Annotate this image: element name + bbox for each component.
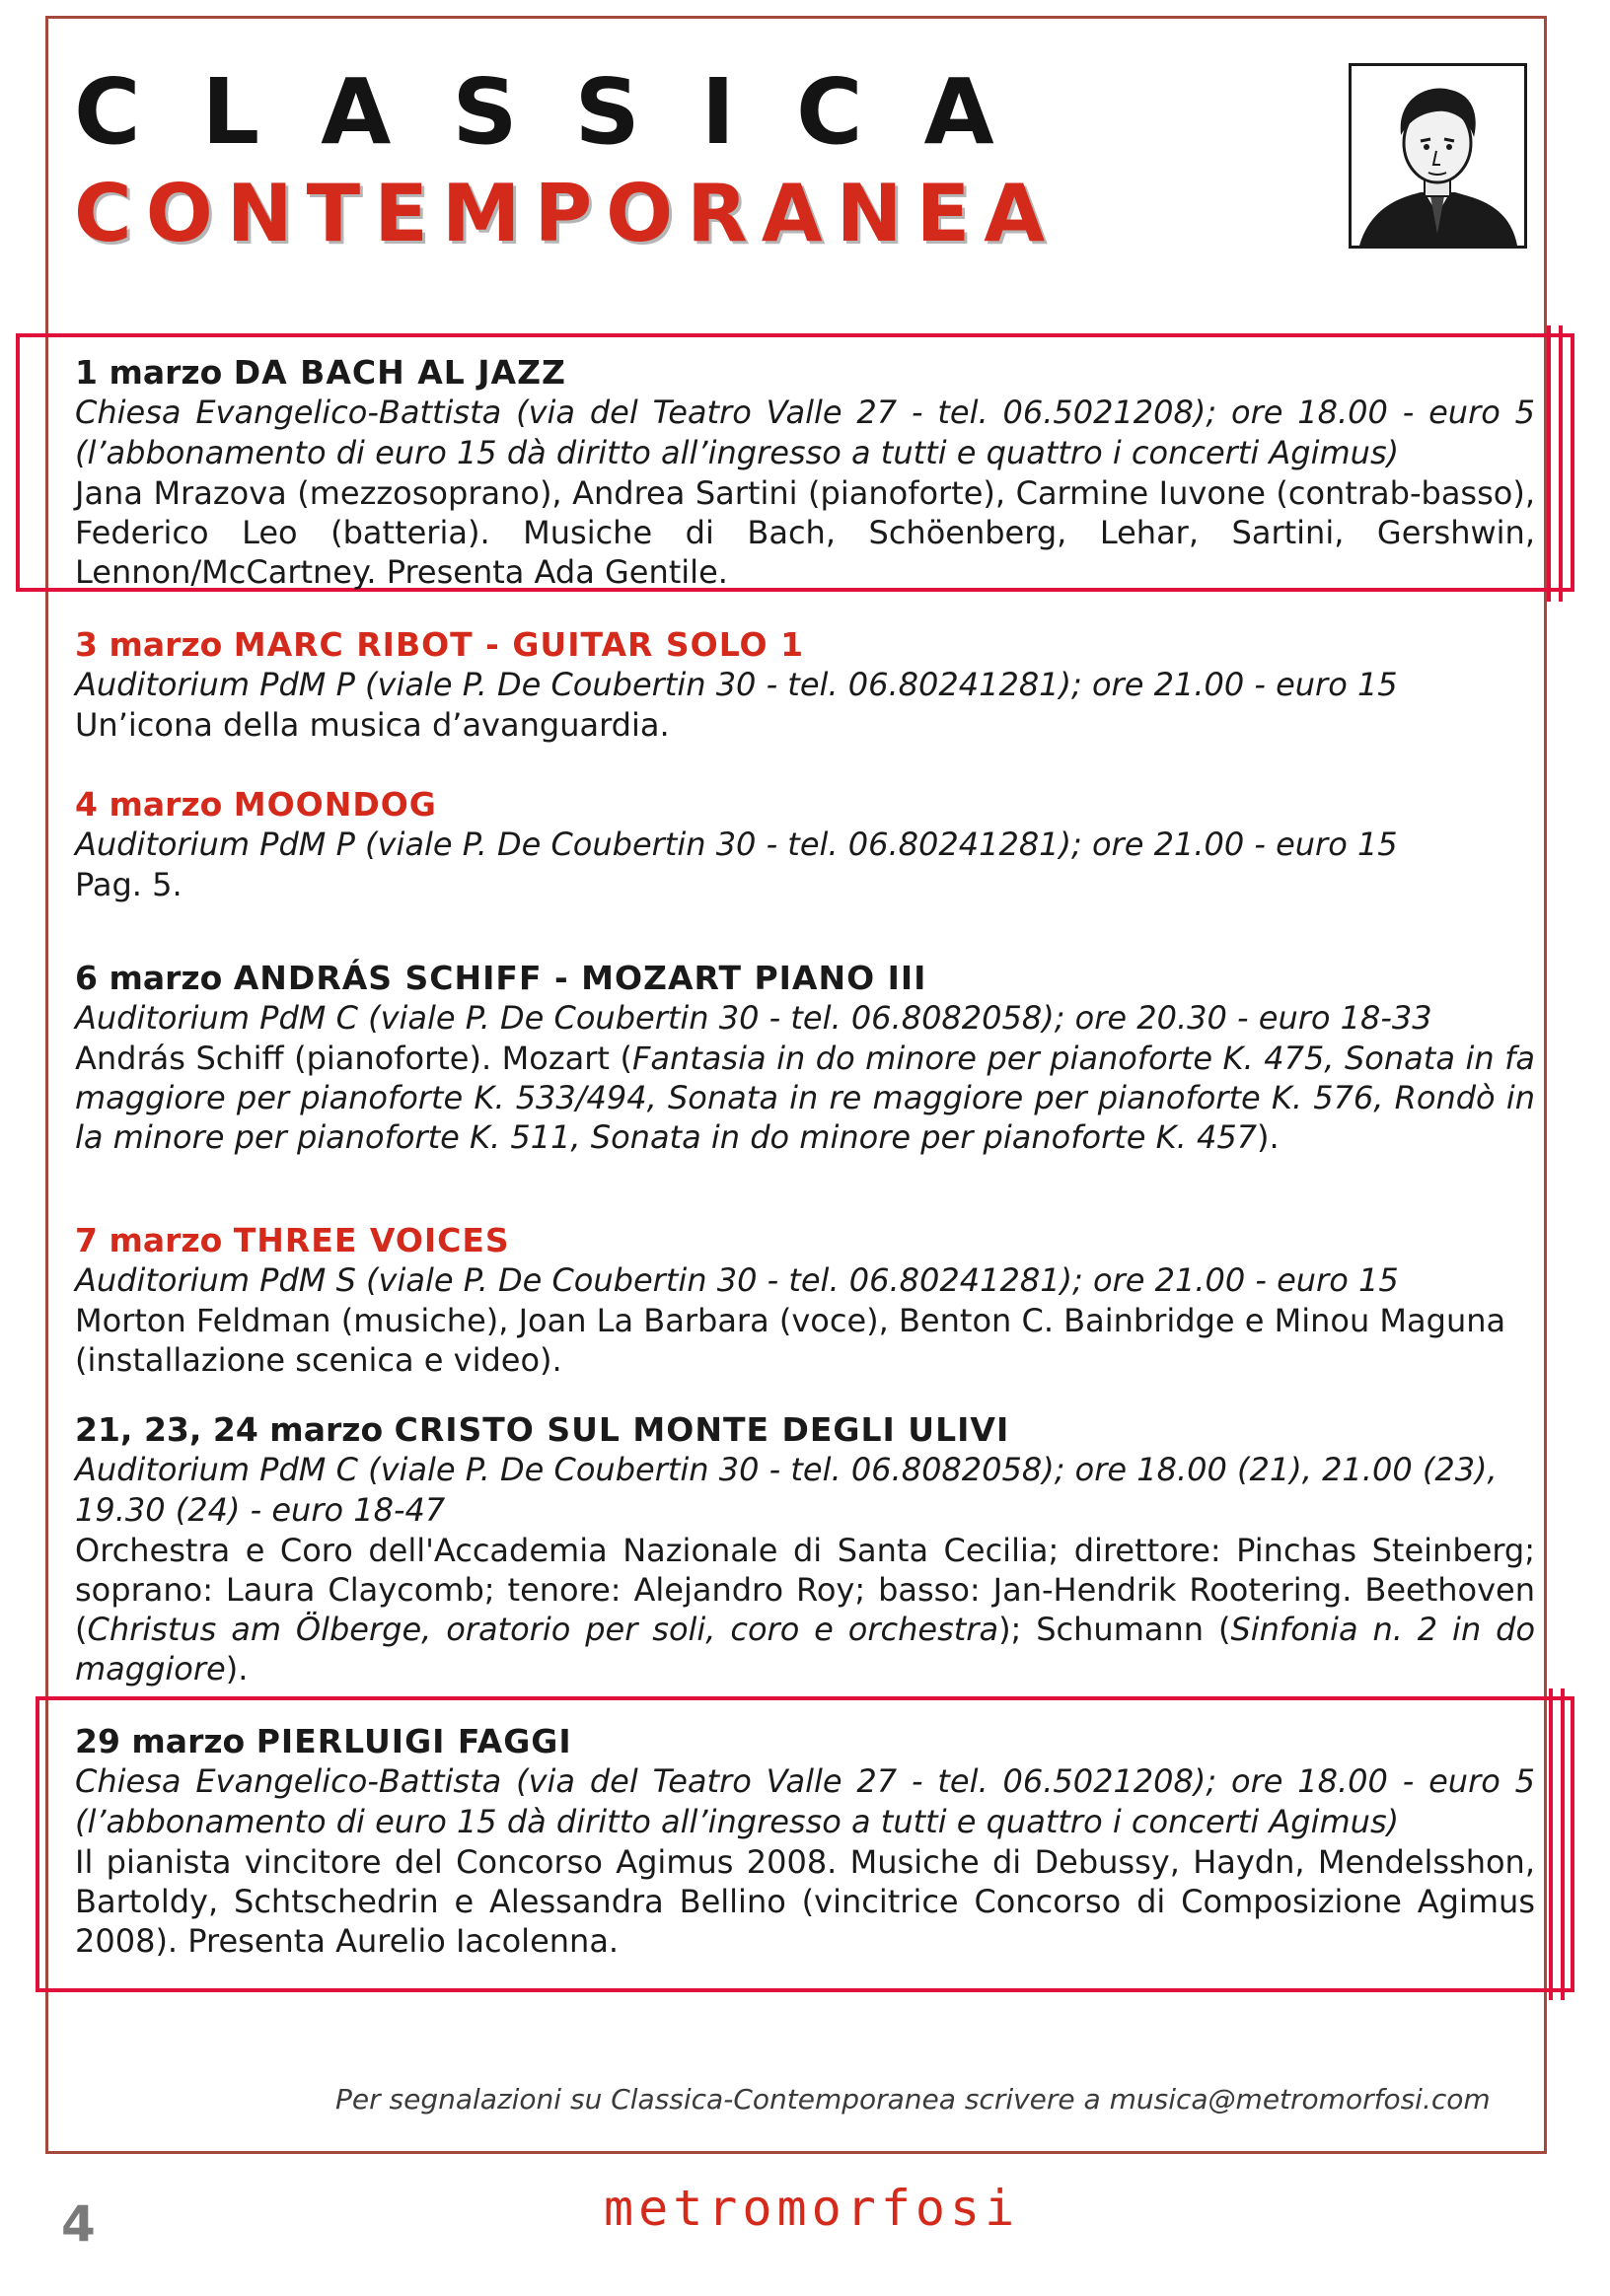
event-entry [75, 959, 1535, 1157]
event-date: 7 marzo [75, 1221, 223, 1259]
event-name: ANDRÁS SCHIFF - MOZART PIANO III [233, 959, 927, 997]
magazine-brand: metromorfosi [604, 2180, 1020, 2237]
event-description: Il pianista vincitore del Concorso Agimus 2008. Musiche di Debussy, Haydn, Mendelsshon, Bartoldy, Schtschedrin e Alessandra Bellino (vincitrice Concorso di Composizione Agimus 2008). Presenta Aurelio Iacolenna. [75, 1843, 1535, 1960]
event-title [75, 785, 1535, 825]
event-name: PIERLUIGI FAGGI [256, 1722, 572, 1760]
event-venue: Auditorium PdM C (viale P. De Coubertin 30 - tel. 06.8082058); ore 20.30 - euro 18-33 [75, 999, 1432, 1037]
event-date: 21, 23, 24 marzo [75, 1410, 384, 1449]
event-title [75, 1221, 1535, 1260]
event-entry [75, 625, 1535, 745]
page-subtitle: CONTEMPORANEA [74, 168, 1060, 259]
event-title [75, 1410, 1535, 1450]
author-portrait-illustration [1349, 63, 1527, 249]
event-name: MOONDOG [233, 785, 437, 824]
page-number: 4 [61, 2195, 96, 2253]
event-title [75, 625, 1535, 665]
event-entry [75, 353, 1535, 592]
submission-note: Per segnalazioni su Classica-Contemporanea scrivere a musica@metromorfosi.com [335, 2083, 1491, 2116]
event-description: Jana Mrazova (mezzosoprano), Andrea Sartini (pianoforte), Carmine Iuvone (contrab-basso), Federico Leo (batteria). Musiche di Bach, Schöenberg, Lehar, Sartini, Gershwin, Lennon/McCartney. Presenta Ada Gentile. [75, 474, 1535, 591]
event-name: DA BACH AL JAZZ [233, 353, 566, 392]
portrait-icon [1352, 66, 1524, 246]
page-title: CLASSICA [74, 59, 1056, 165]
event-date: 3 marzo [75, 625, 223, 664]
event-description-text: András Schiff (pianoforte). Mozart ( [75, 1040, 632, 1077]
event-venue: Auditorium PdM P (viale P. De Coubertin 30 - tel. 06.80241281); ore 21.00 - euro 15 [75, 825, 1398, 863]
event-venue: Auditorium PdM C (viale P. De Coubertin 30 - tel. 06.8082058); ore 18.00 (21), 21.00 (23), 19.30 (24) - euro 18-47 [75, 1451, 1498, 1529]
event-venue: Chiesa Evangelico-Battista (via del Teatro Valle 27 - tel. 06.5021208); ore 18.00 - euro 5 (l’abbonamento di euro 15 dà diritto all’ingresso a tutti e quattro i concerti Agimus) [75, 1762, 1535, 1840]
event-name: MARC RIBOT - GUITAR SOLO 1 [233, 625, 805, 664]
event-date: 4 marzo [75, 785, 223, 824]
event-program-work: Sinfonia n. 2 in do maggiore [75, 1611, 1536, 1687]
event-date: 29 marzo [75, 1722, 246, 1760]
event-description: Morton Feldman (musiche), Joan La Barbara (voce), Benton C. Bainbridge e Minou Maguna (installazione scenica e video). [75, 1302, 1506, 1379]
event-name: THREE VOICES [233, 1221, 510, 1259]
event-description [75, 1531, 1535, 1688]
event-description-text: ); Schumann ( [998, 1611, 1231, 1648]
event-description-end: ). [1257, 1118, 1280, 1156]
event-description-end: ). [225, 1650, 249, 1687]
event-venue: Auditorium PdM S (viale P. De Coubertin 30 - tel. 06.80241281); ore 21.00 - euro 15 [75, 1261, 1399, 1299]
highlight-box-top-side-marker [1547, 325, 1563, 602]
event-entry [75, 785, 1535, 904]
event-entry [75, 1221, 1535, 1380]
event-name: CRISTO SUL MONTE DEGLI ULIVI [394, 1410, 1010, 1449]
event-venue: Auditorium PdM P (viale P. De Coubertin 30 - tel. 06.80241281); ore 21.00 - euro 15 [75, 666, 1398, 703]
event-entry [75, 1410, 1535, 1688]
event-description: Un’icona della musica d’avanguardia. [75, 706, 670, 744]
event-title [75, 1722, 1535, 1761]
event-entry [75, 1722, 1535, 1961]
event-description: Pag. 5. [75, 866, 183, 903]
event-description [75, 1039, 1535, 1157]
highlight-box-bottom-side-marker [1549, 1688, 1565, 2000]
event-date: 1 marzo [75, 353, 223, 392]
event-description-text: Orchestra e Coro dell'Accademia Nazionale di Santa Cecilia; direttore: Pinchas Steinberg; soprano: Laura Claycomb; tenore: Alejandro Roy; basso: Jan-Hendrik Rootering. Beethoven ( [75, 1532, 1535, 1648]
event-title [75, 959, 1535, 998]
event-program-works: Fantasia in do minore per pianoforte K. 475, Sonata in fa maggiore per pianoforte K. 533/494, Sonata in re maggiore per pianoforte K. 576, Rondò in la minore per pianoforte K. 511, Sonata in do minore per pianoforte K. 457 [75, 1040, 1535, 1156]
event-date: 6 marzo [75, 959, 223, 997]
event-program-work: Christus am Ölberge, oratorio per soli, coro e orchestra [87, 1611, 999, 1648]
event-title [75, 353, 1535, 393]
event-venue: Chiesa Evangelico-Battista (via del Teatro Valle 27 - tel. 06.5021208); ore 18.00 - euro 5 (l’abbonamento di euro 15 dà diritto all’ingresso a tutti e quattro i concerti Agimus) [75, 394, 1535, 471]
